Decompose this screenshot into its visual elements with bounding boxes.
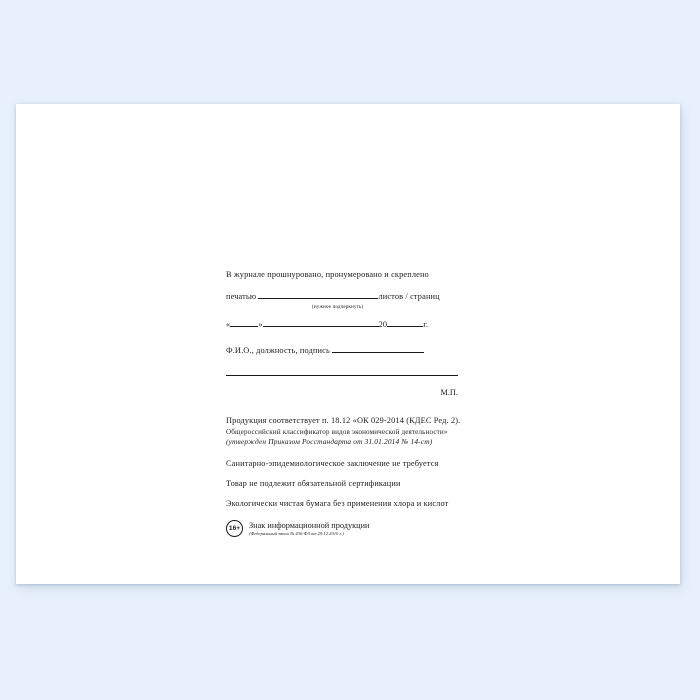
- year-fill-line: [387, 326, 423, 327]
- signature-second-row: [226, 368, 476, 379]
- stamp-place-label: М.П.: [440, 387, 458, 397]
- date-quote-close: »: [258, 320, 263, 330]
- info-mark-law: (Федеральный закон № 436-ФЗ от 29.12.2010 г.): [249, 531, 344, 537]
- certification-sheets-label: листов / страниц: [378, 292, 440, 302]
- document-page: [16, 104, 680, 584]
- signature-fill-line: [332, 352, 424, 353]
- sanitary-note: Санитарно-эпидемиологическое заключение не требуется: [226, 458, 439, 468]
- signature-label: Ф.И.О., должность, подпись: [226, 345, 330, 355]
- okved-line-1: Продукция соответствует п. 18.12 «ОК 029-2014 (КДЕС Ред. 2).: [226, 415, 461, 425]
- info-mark-text: [249, 521, 369, 536]
- notes-gap-2: [226, 470, 476, 478]
- sheets-fill-line: [258, 298, 378, 299]
- month-fill-line: [263, 326, 379, 327]
- notes-block: [226, 415, 476, 510]
- date-row: [226, 319, 476, 330]
- date-quote-open: «: [226, 320, 231, 330]
- signature-row: [226, 345, 476, 356]
- certification-sheets-row: [226, 291, 476, 302]
- okved-line-2: Общероссийский классификатор видов экономической деятельности»: [226, 427, 448, 436]
- year-suffix: г.: [423, 320, 429, 330]
- info-mark-row: [226, 520, 476, 537]
- day-fill-line: [230, 326, 258, 327]
- certification-underline-note: (нужное подчеркнуть): [312, 304, 364, 311]
- eco-note: Экологически чистая бумага без применения хлора и кислот: [226, 499, 449, 508]
- notes-gap-3: [226, 490, 476, 498]
- year-prefix: 20: [378, 320, 388, 330]
- notes-gap-1: [226, 448, 476, 458]
- certification-stamp-label: печатью: [226, 292, 257, 302]
- info-mark-title: Знак информационной продукции: [249, 521, 370, 531]
- okved-line-3: (утвержден Приказом Росстандарта от 31.01.2014 № 14-ст): [226, 437, 433, 447]
- age-rating-icon: 16+: [226, 520, 243, 537]
- certification-note: Товар не подлежит обязательной сертификации: [226, 478, 401, 488]
- certification-line-1: В журнале прошнуровано, пронумеровано и скреплено: [226, 270, 429, 279]
- signature-fill-line-2: [226, 375, 458, 376]
- document-content: [226, 269, 476, 537]
